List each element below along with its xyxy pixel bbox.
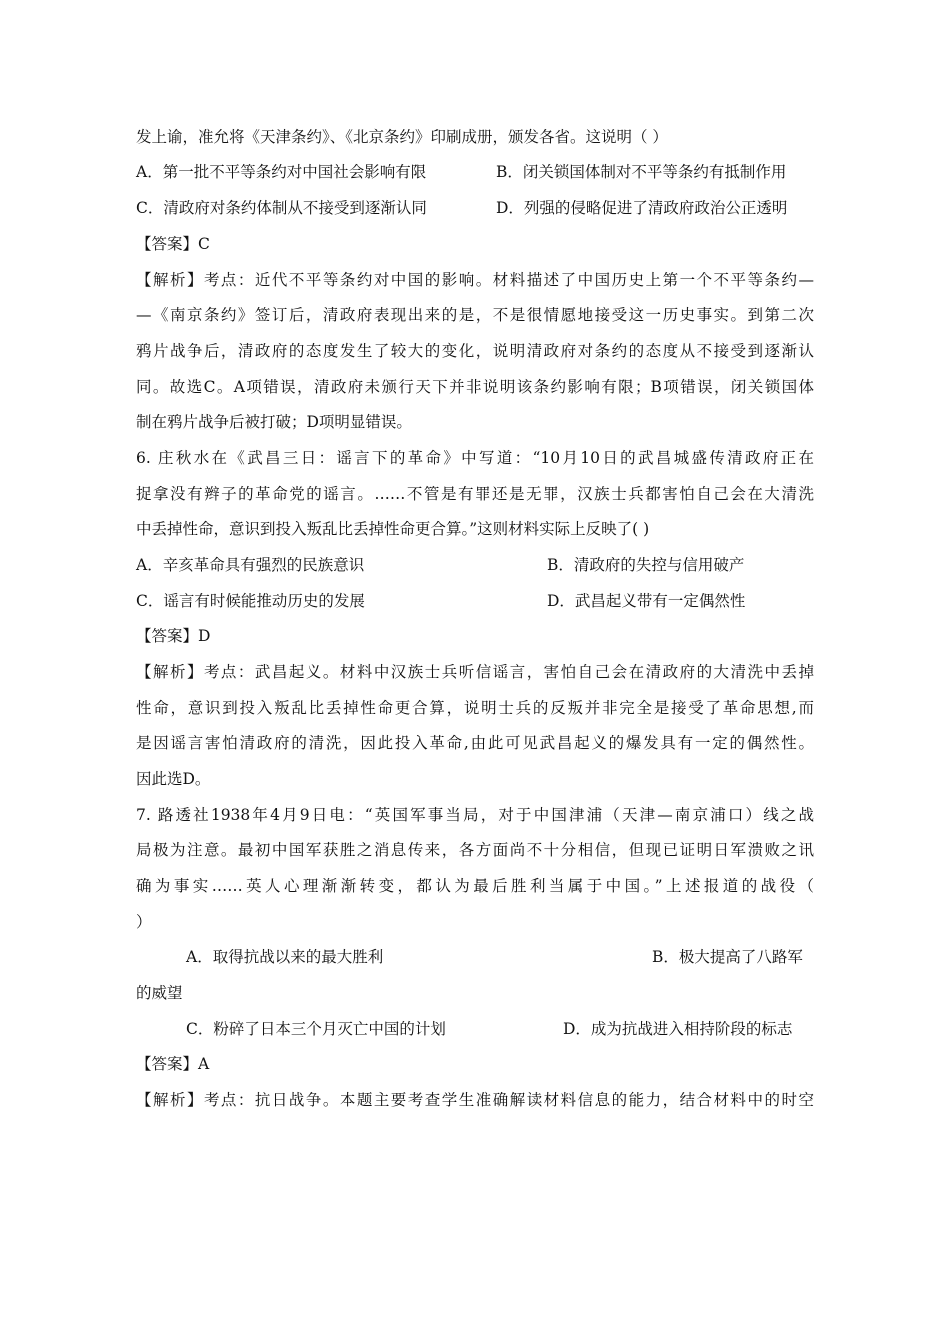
- q6-analysis-line: 因此选D。: [136, 770, 211, 788]
- q5-stem-tail: 发上谕，准允将《天津条约》、《北京条约》印刷成册，颁发各省。这说明（ ）: [136, 128, 668, 146]
- q5-analysis-line: —《南京条约》签订后，清政府表现出来的是，不是很情愿地接受这一历史事实。到第二次: [136, 306, 814, 324]
- q7-stem-line: 7. 路透社1938年4月9日电：“英国军事当局，对于中国津浦（天津—南京浦口）线之战: [136, 806, 814, 824]
- q7-stem-line: 确为事实……英人心理渐渐转变，都认为最后胜利当属于中国。”上述报道的战役（: [136, 877, 814, 895]
- q5-option-b: B．闭关锁国体制对不平等条约有抵制作用: [496, 163, 787, 181]
- q5-analysis-line: 制在鸦片战争后被打破；D项明显错误。: [136, 413, 412, 431]
- q6-option-d: D．武昌起义带有一定偶然性: [547, 592, 746, 610]
- q7-option-b-continued: 的威望: [136, 984, 183, 1002]
- q7-option-a: A．取得抗战以来的最大胜利: [186, 948, 384, 966]
- q6-stem-line: 6. 庄秋水在《武昌三日：谣言下的革命》中写道：“10月10日的武昌城盛传清政府正在: [136, 449, 814, 467]
- q5-option-d: D．列强的侵略促进了清政府政治公正透明: [496, 199, 788, 217]
- q6-analysis-line: 【解析】考点：武昌起义。材料中汉族士兵听信谣言，害怕自己会在清政府的大清洗中丢掉: [136, 663, 814, 681]
- q7-stem-line: ）: [136, 913, 152, 931]
- q6-option-a: A．辛亥革命具有强烈的民族意识: [136, 556, 365, 574]
- q5-option-c: C．清政府对条约体制从不接受到逐渐认同: [136, 199, 427, 217]
- q6-answer: 【答案】D: [136, 627, 211, 645]
- q7-option-b: B．极大提高了八路军: [652, 948, 803, 966]
- q6-stem-line: 捉拿没有辫子的革命党的谣言。……不管是有罪还是无罪，汉族士兵都害怕自己会在大清洗: [136, 485, 814, 503]
- q6-analysis-line: 性命，意识到投入叛乱比丢掉性命更合算，说明士兵的反叛并非完全是接受了革命思想,而: [136, 699, 814, 717]
- q5-analysis-line: 鸦片战争后，清政府的态度发生了较大的变化，说明清政府对条约的态度从不接受到逐渐认: [136, 342, 814, 360]
- q6-option-c: C．谣言有时候能推动历史的发展: [136, 592, 365, 610]
- q7-option-c: C．粉碎了日本三个月灭亡中国的计划: [186, 1020, 446, 1038]
- q7-option-d: D．成为抗战进入相持阶段的标志: [563, 1020, 793, 1038]
- q6-option-b: B．清政府的失控与信用破产: [547, 556, 745, 574]
- q6-analysis-line: 是因谣言害怕清政府的清洗，因此投入革命,由此可见武昌起义的爆发具有一定的偶然性。: [136, 734, 814, 752]
- q5-analysis-line: 【解析】考点：近代不平等条约对中国的影响。材料描述了中国历史上第一个不平等条约—: [136, 271, 814, 289]
- q7-answer: 【答案】A: [136, 1055, 210, 1073]
- q5-analysis-line: 同。故选C。A项错误，清政府未颁行天下并非说明该条约影响有限；B项错误，闭关锁国体: [136, 378, 814, 396]
- q7-analysis-line: 【解析】考点：抗日战争。本题主要考查学生准确解读材料信息的能力，结合材料中的时空: [136, 1091, 814, 1109]
- q7-stem-line: 局极为注意。最初中国军获胜之消息传来，各方面尚不十分相信，但现已证明日军溃败之讯: [136, 841, 814, 859]
- q6-stem-line: 中丢掉性命，意识到投入叛乱比丢掉性命更合算。”这则材料实际上反映了( ): [136, 520, 650, 538]
- q5-option-a: A．第一批不平等条约对中国社会影响有限: [136, 163, 427, 181]
- q5-answer: 【答案】C: [136, 235, 210, 253]
